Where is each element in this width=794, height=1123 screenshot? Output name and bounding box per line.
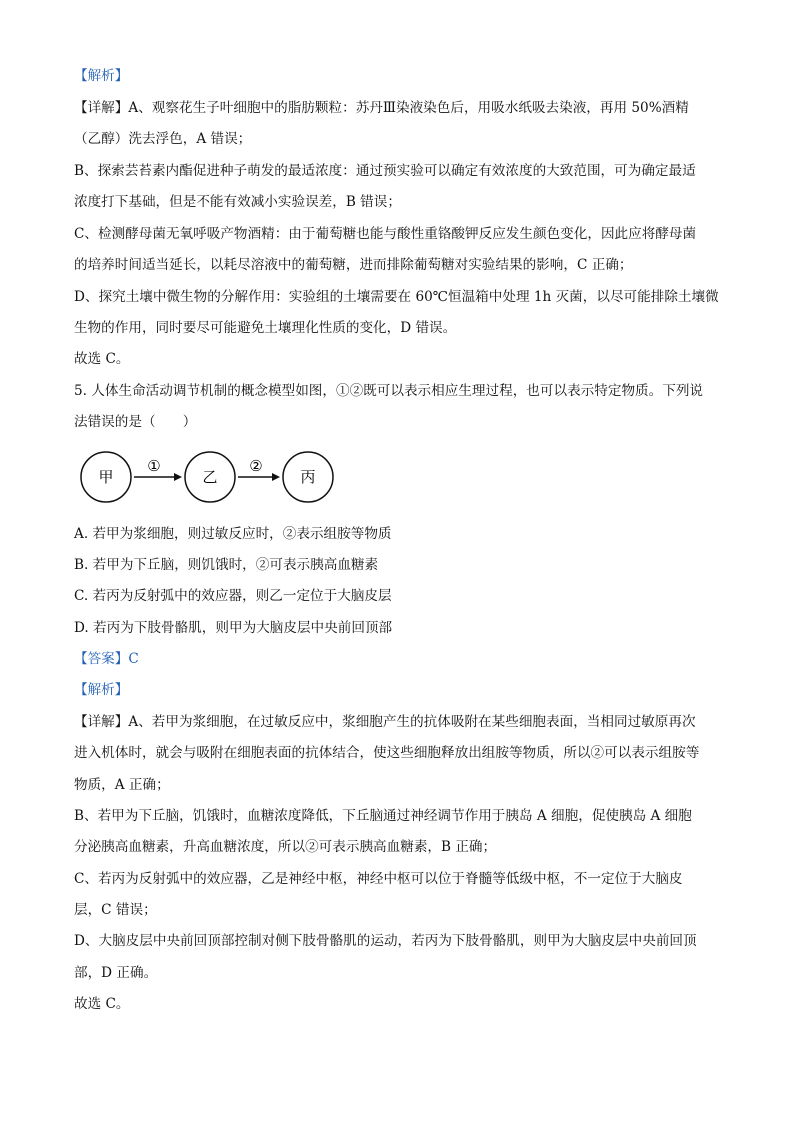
detail-line: 部，D 正确。 [74,965,158,981]
arrow-head-2 [272,473,280,481]
detail-line: D、大脑皮层中央前回顶部控制对侧下肢骨骼肌的运动，若丙为下肢骨骼肌，则甲为大脑皮层中央前回顶 [74,933,697,949]
option-c: C. 若丙为反射弧中的效应器，则乙一定位于大脑皮层 [74,588,392,604]
option-b: B. 若甲为下丘脑，则饥饿时，②可表示胰高血糖素 [74,557,379,573]
detail-line: B、探索芸苔素内酯促进种子萌发的最适浓度：通过预实验可以确定有效浓度的大致范围，可为确定最适 [74,163,696,179]
concept-model-diagram [74,446,374,508]
node-label-a: 甲 [98,468,114,486]
detail-line: 【详解】A、若甲为浆细胞，在过敏反应中，浆细胞产生的抗体吸附在某些细胞表面，当相同过敏原再次 [74,714,696,730]
detail-line: 物质，A 正确； [74,777,170,793]
arrow-label-2: ② [249,457,263,475]
arrow-label-1: ① [147,457,161,475]
option-d: D. 若丙为下肢骨骼肌，则甲为大脑皮层中央前回顶部 [74,620,393,636]
detail-line: 浓度打下基础，但是不能有效减小实验误差，B 错误； [74,194,401,210]
analysis-heading: 【解析】 [74,68,129,84]
answer-line [74,649,724,669]
detail-line: 分泌胰高血糖素，升高血糖浓度，所以②可表示胰高血糖素，B 正确； [74,839,497,855]
detail-line: D、探究土壤中微生物的分解作用：实验组的土壤需要在 60℃恒温箱中处理 1h 灭菌，以尽可能排除土壤微 [74,289,719,305]
question-text: 5. 人体生命活动调节机制的概念模型如图，①②既可以表示相应生理过程，也可以表示特定物质。下列说 [74,383,704,399]
detail-line: 【详解】A、观察花生子叶细胞中的脂肪颗粒：苏丹Ⅲ染液染色后，用吸水纸吸去染液，再用 50%酒精 [74,100,689,116]
analysis-heading: 【解析】 [74,682,129,698]
detail-line: 进入机体时，就会与吸附在细胞表面的抗体结合，使这些细胞释放出组胺等物质，所以②可以表示组胺等 [74,745,700,761]
option-a: A. 若甲为浆细胞，则过敏反应时，②表示组胺等物质 [74,526,392,542]
node-label-c: 丙 [300,468,316,486]
detail-line: 的培养时间适当延长，以耗尽溶液中的葡萄糖，进而排除葡萄糖对实验结果的影响，C 正确； [74,257,633,273]
arrow-head-1 [174,473,182,481]
conclusion-line: 故选 C。 [74,996,130,1012]
answer-text: 【答案】C [74,651,139,667]
question-text: 法错误的是（ ） [74,414,197,430]
detail-line: 生物的作用，同时要尽可能避免土壤理化性质的变化，D 错误。 [74,320,457,336]
detail-line: C、若丙为反射弧中的效应器，乙是神经中枢，神经中枢可以位于脊髓等低级中枢，不一定位于大脑皮 [74,871,683,887]
node-label-b: 乙 [202,468,218,486]
detail-line: C、检测酵母菌无氧呼吸产物酒精：由于葡萄糖也能与酸性重铬酸钾反应发生颜色变化，因此应将酵母菌 [74,226,697,242]
detail-line: 层，C 错误； [74,902,157,918]
detail-line: （乙醇）洗去浮色，A 错误； [74,131,252,147]
detail-line: B、若甲为下丘脑，饥饿时，血糖浓度降低，下丘脑通过神经调节作用于胰岛 A 细胞，促使胰岛 A 细胞 [74,808,692,824]
conclusion-line: 故选 C。 [74,351,130,367]
